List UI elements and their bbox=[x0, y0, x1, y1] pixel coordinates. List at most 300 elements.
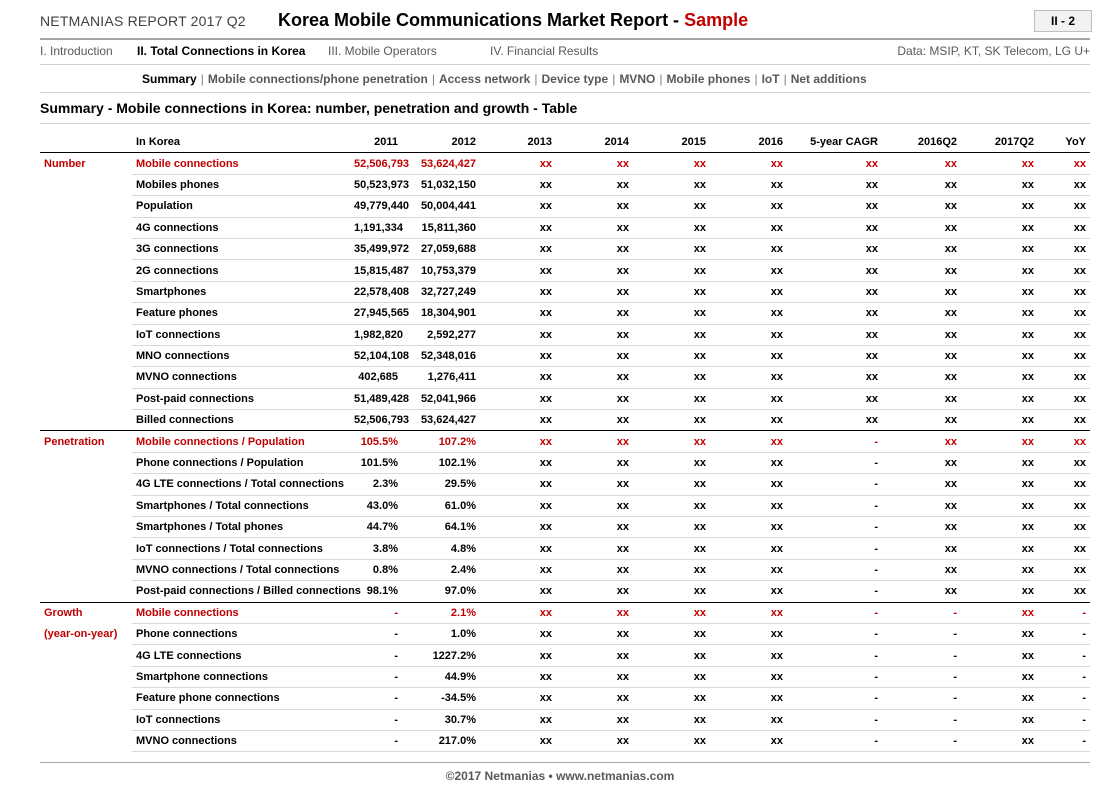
table-cell: xx bbox=[480, 303, 556, 324]
table-cell: - bbox=[1038, 623, 1090, 644]
table-row bbox=[40, 517, 1090, 538]
col-header: 2017Q2 bbox=[961, 132, 1038, 153]
table-cell: xx bbox=[480, 431, 556, 452]
table-cell: 217.0% bbox=[402, 730, 480, 751]
subnav-mvno[interactable]: MVNO bbox=[619, 72, 656, 86]
table-cell: xx bbox=[710, 367, 787, 388]
table-row bbox=[40, 324, 1090, 345]
table-cell: 1.0% bbox=[402, 623, 480, 644]
table-cell: xx bbox=[882, 303, 961, 324]
row-label: Mobiles phones bbox=[132, 174, 350, 195]
table-cell: xx bbox=[710, 559, 787, 580]
table-cell: xx bbox=[556, 217, 633, 238]
table-cell: xx bbox=[556, 410, 633, 431]
table-cell: xx bbox=[882, 581, 961, 602]
table-cell: 51,032,150 bbox=[402, 174, 480, 195]
table-cell: xx bbox=[882, 431, 961, 452]
col-header: 2016Q2 bbox=[882, 132, 961, 153]
table-row bbox=[40, 174, 1090, 195]
table-cell: xx bbox=[480, 367, 556, 388]
table-row bbox=[40, 581, 1090, 602]
table-cell: 1,276,411 bbox=[402, 367, 480, 388]
table-cell: xx bbox=[961, 474, 1038, 495]
table-row bbox=[40, 281, 1090, 302]
table-cell: - bbox=[882, 602, 961, 623]
table-cell: xx bbox=[633, 388, 710, 409]
table-cell: xx bbox=[961, 495, 1038, 516]
table-cell: xx bbox=[1038, 431, 1090, 452]
table-cell: xx bbox=[1038, 324, 1090, 345]
tab-total-connections[interactable]: II. Total Connections in Korea bbox=[137, 44, 306, 58]
table-cell: 61.0% bbox=[402, 495, 480, 516]
row-label: IoT connections / Total connections bbox=[132, 538, 350, 559]
table-cell: - bbox=[350, 709, 402, 730]
table-cell: xx bbox=[633, 431, 710, 452]
table-cell: xx bbox=[882, 281, 961, 302]
table-cell: xx bbox=[961, 281, 1038, 302]
table-cell: xx bbox=[961, 238, 1038, 259]
row-group bbox=[40, 174, 132, 195]
table-cell: xx bbox=[882, 196, 961, 217]
table-cell: 53,624,427 bbox=[402, 410, 480, 431]
table-cell: xx bbox=[480, 281, 556, 302]
table-cell: 98.1% bbox=[350, 581, 402, 602]
table-cell: 43.0% bbox=[350, 495, 402, 516]
table-cell: xx bbox=[480, 581, 556, 602]
table-cell: xx bbox=[961, 666, 1038, 687]
table-header-row bbox=[40, 132, 1090, 153]
table-cell: 51,489,428 bbox=[350, 388, 402, 409]
row-label: 4G LTE connections / Total connections bbox=[132, 474, 350, 495]
table-cell: xx bbox=[882, 217, 961, 238]
table-cell: xx bbox=[882, 474, 961, 495]
row-label: Smartphones bbox=[132, 281, 350, 302]
row-group bbox=[40, 559, 132, 580]
table-cell: xx bbox=[882, 538, 961, 559]
table-cell: xx bbox=[1038, 410, 1090, 431]
table-cell: 2.1% bbox=[402, 602, 480, 623]
table-cell: xx bbox=[961, 709, 1038, 730]
table-cell: - bbox=[787, 623, 882, 644]
table-cell: - bbox=[350, 730, 402, 751]
table-cell: xx bbox=[1038, 260, 1090, 281]
table-cell: xx bbox=[633, 260, 710, 281]
table-cell: xx bbox=[480, 623, 556, 644]
table-cell: xx bbox=[710, 581, 787, 602]
table-cell: - bbox=[787, 645, 882, 666]
table-cell: xx bbox=[480, 174, 556, 195]
table-cell: xx bbox=[633, 324, 710, 345]
tab-introduction[interactable]: I. Introduction bbox=[40, 44, 113, 58]
table-cell: xx bbox=[556, 238, 633, 259]
table-cell: xx bbox=[633, 196, 710, 217]
row-group bbox=[40, 517, 132, 538]
table-cell: xx bbox=[710, 538, 787, 559]
table-cell: 10,753,379 bbox=[402, 260, 480, 281]
table-cell: xx bbox=[787, 281, 882, 302]
row-label: Smartphone connections bbox=[132, 666, 350, 687]
table-row bbox=[40, 388, 1090, 409]
table-cell: - bbox=[787, 517, 882, 538]
table-cell: xx bbox=[787, 260, 882, 281]
table-cell: xx bbox=[480, 153, 556, 174]
row-label: Mobile connections / Population bbox=[132, 431, 350, 452]
summary-table bbox=[40, 132, 1090, 752]
table-row bbox=[40, 367, 1090, 388]
table-cell: -34.5% bbox=[402, 688, 480, 709]
table-cell: xx bbox=[710, 345, 787, 366]
table-row bbox=[40, 238, 1090, 259]
table-cell: 101.5% bbox=[350, 452, 402, 473]
table-cell: 52,041,966 bbox=[402, 388, 480, 409]
table-row bbox=[40, 730, 1090, 751]
table-cell: xx bbox=[961, 410, 1038, 431]
chapter-nav bbox=[40, 44, 1090, 62]
table-cell: xx bbox=[480, 217, 556, 238]
table-cell: 27,945,565 bbox=[350, 303, 402, 324]
table-cell: xx bbox=[633, 153, 710, 174]
table-row bbox=[40, 623, 1090, 644]
table-cell: xx bbox=[710, 688, 787, 709]
subnav-device-type[interactable]: Device type bbox=[541, 72, 609, 86]
table-cell: 44.7% bbox=[350, 517, 402, 538]
table-cell: - bbox=[350, 602, 402, 623]
report-edition: NETMANIAS REPORT 2017 Q2 bbox=[40, 13, 246, 29]
table-cell: xx bbox=[1038, 345, 1090, 366]
row-label: 3G connections bbox=[132, 238, 350, 259]
table-cell: 2.4% bbox=[402, 559, 480, 580]
row-group bbox=[40, 688, 132, 709]
row-group bbox=[40, 709, 132, 730]
table-cell: xx bbox=[556, 730, 633, 751]
row-group bbox=[40, 260, 132, 281]
table-cell: xx bbox=[480, 324, 556, 345]
row-label: MVNO connections / Total connections bbox=[132, 559, 350, 580]
table-cell: xx bbox=[556, 196, 633, 217]
row-group bbox=[40, 645, 132, 666]
table-cell: - bbox=[350, 645, 402, 666]
table-cell: xx bbox=[1038, 517, 1090, 538]
table-cell: 15,811,360 bbox=[402, 217, 480, 238]
table-row bbox=[40, 303, 1090, 324]
row-label: MVNO connections bbox=[132, 367, 350, 388]
table-cell: xx bbox=[961, 602, 1038, 623]
col-header bbox=[40, 132, 132, 153]
table-cell: xx bbox=[882, 345, 961, 366]
table-cell: xx bbox=[882, 367, 961, 388]
table-cell: xx bbox=[480, 666, 556, 687]
table-cell: - bbox=[787, 709, 882, 730]
table-cell: xx bbox=[787, 367, 882, 388]
table-cell: xx bbox=[1038, 196, 1090, 217]
table-cell: xx bbox=[556, 645, 633, 666]
table-row bbox=[40, 345, 1090, 366]
table-cell: xx bbox=[633, 303, 710, 324]
row-group bbox=[40, 495, 132, 516]
table-cell: xx bbox=[480, 709, 556, 730]
table-cell: - bbox=[1038, 645, 1090, 666]
row-group bbox=[40, 410, 132, 431]
col-header: YoY bbox=[1038, 132, 1090, 153]
table-cell: xx bbox=[961, 367, 1038, 388]
row-group bbox=[40, 303, 132, 324]
subnav-access-network[interactable]: Access network bbox=[438, 72, 531, 86]
col-header: 2011 bbox=[350, 132, 402, 153]
table-cell: xx bbox=[961, 260, 1038, 281]
table-cell: - bbox=[787, 581, 882, 602]
table-cell: xx bbox=[556, 538, 633, 559]
table-row bbox=[40, 410, 1090, 431]
table-cell: xx bbox=[710, 666, 787, 687]
table-row bbox=[40, 688, 1090, 709]
table-cell: 1227.2% bbox=[402, 645, 480, 666]
table-cell: xx bbox=[710, 174, 787, 195]
table-cell: 52,348,016 bbox=[402, 345, 480, 366]
table-cell: 1,191,334 bbox=[350, 217, 402, 238]
table-cell: xx bbox=[882, 559, 961, 580]
table-cell: - bbox=[787, 730, 882, 751]
table-cell: xx bbox=[882, 452, 961, 473]
table-cell: xx bbox=[961, 581, 1038, 602]
table-row bbox=[40, 217, 1090, 238]
subnav-iot[interactable]: IoT bbox=[761, 72, 780, 86]
row-group bbox=[40, 581, 132, 602]
table-cell: xx bbox=[882, 260, 961, 281]
table-cell: 35,499,972 bbox=[350, 238, 402, 259]
table-cell: - bbox=[787, 602, 882, 623]
table-cell: xx bbox=[961, 452, 1038, 473]
row-group bbox=[40, 196, 132, 217]
table-cell: xx bbox=[633, 623, 710, 644]
table-cell: xx bbox=[633, 281, 710, 302]
table-cell: xx bbox=[480, 345, 556, 366]
table-cell: - bbox=[787, 474, 882, 495]
table-cell: xx bbox=[633, 474, 710, 495]
table-cell: xx bbox=[882, 238, 961, 259]
table-cell: 27,059,688 bbox=[402, 238, 480, 259]
section-title: Summary - Mobile connections in Korea: number, penetration and growth - Table bbox=[40, 100, 578, 116]
tab-financial-results[interactable]: IV. Financial Results bbox=[490, 44, 599, 58]
table-cell: xx bbox=[556, 281, 633, 302]
table-row bbox=[40, 602, 1090, 623]
table-cell: xx bbox=[710, 495, 787, 516]
table-cell: xx bbox=[633, 645, 710, 666]
table-cell: xx bbox=[556, 602, 633, 623]
subnav-summary[interactable]: Summary bbox=[142, 72, 197, 86]
table-cell: xx bbox=[633, 517, 710, 538]
row-label: 4G connections bbox=[132, 217, 350, 238]
table-cell: - bbox=[882, 623, 961, 644]
table-cell: xx bbox=[1038, 238, 1090, 259]
row-label: Smartphones / Total connections bbox=[132, 495, 350, 516]
row-group: (year-on-year) bbox=[44, 628, 118, 641]
table-cell: xx bbox=[480, 410, 556, 431]
table-cell: 29.5% bbox=[402, 474, 480, 495]
table-cell: xx bbox=[787, 196, 882, 217]
table-cell: - bbox=[350, 688, 402, 709]
table-cell: - bbox=[882, 666, 961, 687]
table-cell: - bbox=[1038, 666, 1090, 687]
table-cell: xx bbox=[633, 367, 710, 388]
table-cell: 50,523,973 bbox=[350, 174, 402, 195]
table-cell: - bbox=[1038, 730, 1090, 751]
table-cell: xx bbox=[480, 495, 556, 516]
table-row bbox=[40, 260, 1090, 281]
table-cell: xx bbox=[710, 388, 787, 409]
table-cell: xx bbox=[1038, 153, 1090, 174]
table-cell: - bbox=[350, 623, 402, 644]
table-row bbox=[40, 474, 1090, 495]
table-cell: xx bbox=[480, 559, 556, 580]
table-cell: xx bbox=[1038, 367, 1090, 388]
row-group bbox=[40, 538, 132, 559]
table-cell: xx bbox=[480, 730, 556, 751]
table-cell: xx bbox=[480, 645, 556, 666]
table-cell: 49,779,440 bbox=[350, 196, 402, 217]
table-cell: xx bbox=[1038, 303, 1090, 324]
col-header: 2016 bbox=[710, 132, 787, 153]
table-cell: xx bbox=[633, 345, 710, 366]
table-cell: xx bbox=[787, 345, 882, 366]
header-divider bbox=[40, 38, 1090, 40]
table-cell: xx bbox=[710, 645, 787, 666]
table-cell: xx bbox=[556, 452, 633, 473]
table-cell: 2,592,277 bbox=[402, 324, 480, 345]
row-label: MNO connections bbox=[132, 345, 350, 366]
row-label: Feature phones bbox=[132, 303, 350, 324]
table-cell: xx bbox=[633, 559, 710, 580]
row-label: 4G LTE connections bbox=[132, 645, 350, 666]
table-cell: 97.0% bbox=[402, 581, 480, 602]
table-cell: xx bbox=[480, 602, 556, 623]
table-cell: 64.1% bbox=[402, 517, 480, 538]
table-cell: 18,304,901 bbox=[402, 303, 480, 324]
table-cell: xx bbox=[633, 174, 710, 195]
table-cell: xx bbox=[882, 324, 961, 345]
row-label: Feature phone connections bbox=[132, 688, 350, 709]
table-cell: xx bbox=[787, 388, 882, 409]
table-cell: xx bbox=[556, 303, 633, 324]
table-cell: 1,982,820 bbox=[350, 324, 402, 345]
table-cell: xx bbox=[710, 474, 787, 495]
table-cell: xx bbox=[961, 431, 1038, 452]
table-cell: xx bbox=[633, 538, 710, 559]
table-cell: xx bbox=[1038, 388, 1090, 409]
table-cell: 105.5% bbox=[350, 431, 402, 452]
subnav-mobile-phones[interactable]: Mobile phones bbox=[666, 72, 751, 86]
row-label: Population bbox=[132, 196, 350, 217]
table-cell: 52,104,108 bbox=[350, 345, 402, 366]
table-cell: xx bbox=[556, 431, 633, 452]
row-group: Growth bbox=[44, 607, 83, 620]
table-cell: xx bbox=[961, 688, 1038, 709]
table-cell: - bbox=[882, 730, 961, 751]
table-cell: 4.8% bbox=[402, 538, 480, 559]
table-cell: xx bbox=[710, 623, 787, 644]
table-cell: xx bbox=[710, 410, 787, 431]
table-cell: xx bbox=[1038, 495, 1090, 516]
table-cell: xx bbox=[961, 388, 1038, 409]
subnav-net-additions[interactable]: Net additions bbox=[790, 72, 867, 86]
table-cell: xx bbox=[1038, 281, 1090, 302]
table-cell: 52,506,793 bbox=[350, 410, 402, 431]
row-group bbox=[40, 367, 132, 388]
table-cell: 32,727,249 bbox=[402, 281, 480, 302]
table-cell: xx bbox=[710, 281, 787, 302]
row-label: IoT connections bbox=[132, 709, 350, 730]
subnav-connections-penetration[interactable]: Mobile connections/phone penetration bbox=[207, 72, 428, 86]
col-header: 2015 bbox=[633, 132, 710, 153]
table-cell: xx bbox=[556, 345, 633, 366]
table-row bbox=[40, 538, 1090, 559]
table-cell: - bbox=[882, 645, 961, 666]
row-group bbox=[40, 324, 132, 345]
table-cell: xx bbox=[480, 452, 556, 473]
row-label: Post-paid connections bbox=[132, 388, 350, 409]
table-cell: 15,815,487 bbox=[350, 260, 402, 281]
table-cell: - bbox=[882, 688, 961, 709]
col-header: 2012 bbox=[402, 132, 480, 153]
table-row bbox=[40, 196, 1090, 217]
row-label: Phone connections / Population bbox=[132, 452, 350, 473]
table-cell: xx bbox=[633, 688, 710, 709]
tab-mobile-operators[interactable]: III. Mobile Operators bbox=[328, 44, 437, 58]
title-divider bbox=[40, 123, 1090, 124]
row-label: Billed connections bbox=[132, 410, 350, 431]
table-cell: xx bbox=[1038, 474, 1090, 495]
table-cell: xx bbox=[1038, 559, 1090, 580]
table-cell: xx bbox=[633, 581, 710, 602]
table-cell: xx bbox=[480, 196, 556, 217]
row-label: Post-paid connections / Billed connections bbox=[132, 581, 350, 602]
row-label: IoT connections bbox=[132, 324, 350, 345]
table-cell: xx bbox=[961, 645, 1038, 666]
table-cell: - bbox=[1038, 688, 1090, 709]
table-row bbox=[40, 495, 1090, 516]
table-row bbox=[40, 645, 1090, 666]
row-label: Phone connections bbox=[132, 623, 350, 644]
table-cell: xx bbox=[882, 410, 961, 431]
table-cell: xx bbox=[882, 388, 961, 409]
table-cell: xx bbox=[961, 623, 1038, 644]
table-cell: 53,624,427 bbox=[402, 153, 480, 174]
data-source: Data: MSIP, KT, SK Telecom, LG U+ bbox=[897, 44, 1090, 58]
table-cell: xx bbox=[1038, 538, 1090, 559]
table-cell: 3.8% bbox=[350, 538, 402, 559]
table-cell: xx bbox=[961, 730, 1038, 751]
col-header: In Korea bbox=[132, 132, 350, 153]
col-header: 2014 bbox=[556, 132, 633, 153]
row-group: Penetration bbox=[44, 435, 105, 448]
table-cell: xx bbox=[556, 324, 633, 345]
report-title: Korea Mobile Communications Market Report - Sample bbox=[278, 10, 749, 30]
table-cell: xx bbox=[556, 559, 633, 580]
table-cell: xx bbox=[882, 174, 961, 195]
table-cell: xx bbox=[961, 303, 1038, 324]
row-group bbox=[40, 345, 132, 366]
table-cell: xx bbox=[556, 495, 633, 516]
table-cell: xx bbox=[480, 538, 556, 559]
row-group: Number bbox=[44, 157, 86, 170]
table-row bbox=[40, 452, 1090, 473]
table-cell: 2.3% bbox=[350, 474, 402, 495]
row-label: MVNO connections bbox=[132, 730, 350, 751]
table-cell: - bbox=[882, 709, 961, 730]
table-cell: - bbox=[1038, 602, 1090, 623]
table-cell: xx bbox=[633, 709, 710, 730]
table-cell: xx bbox=[556, 688, 633, 709]
table-cell: xx bbox=[1038, 217, 1090, 238]
